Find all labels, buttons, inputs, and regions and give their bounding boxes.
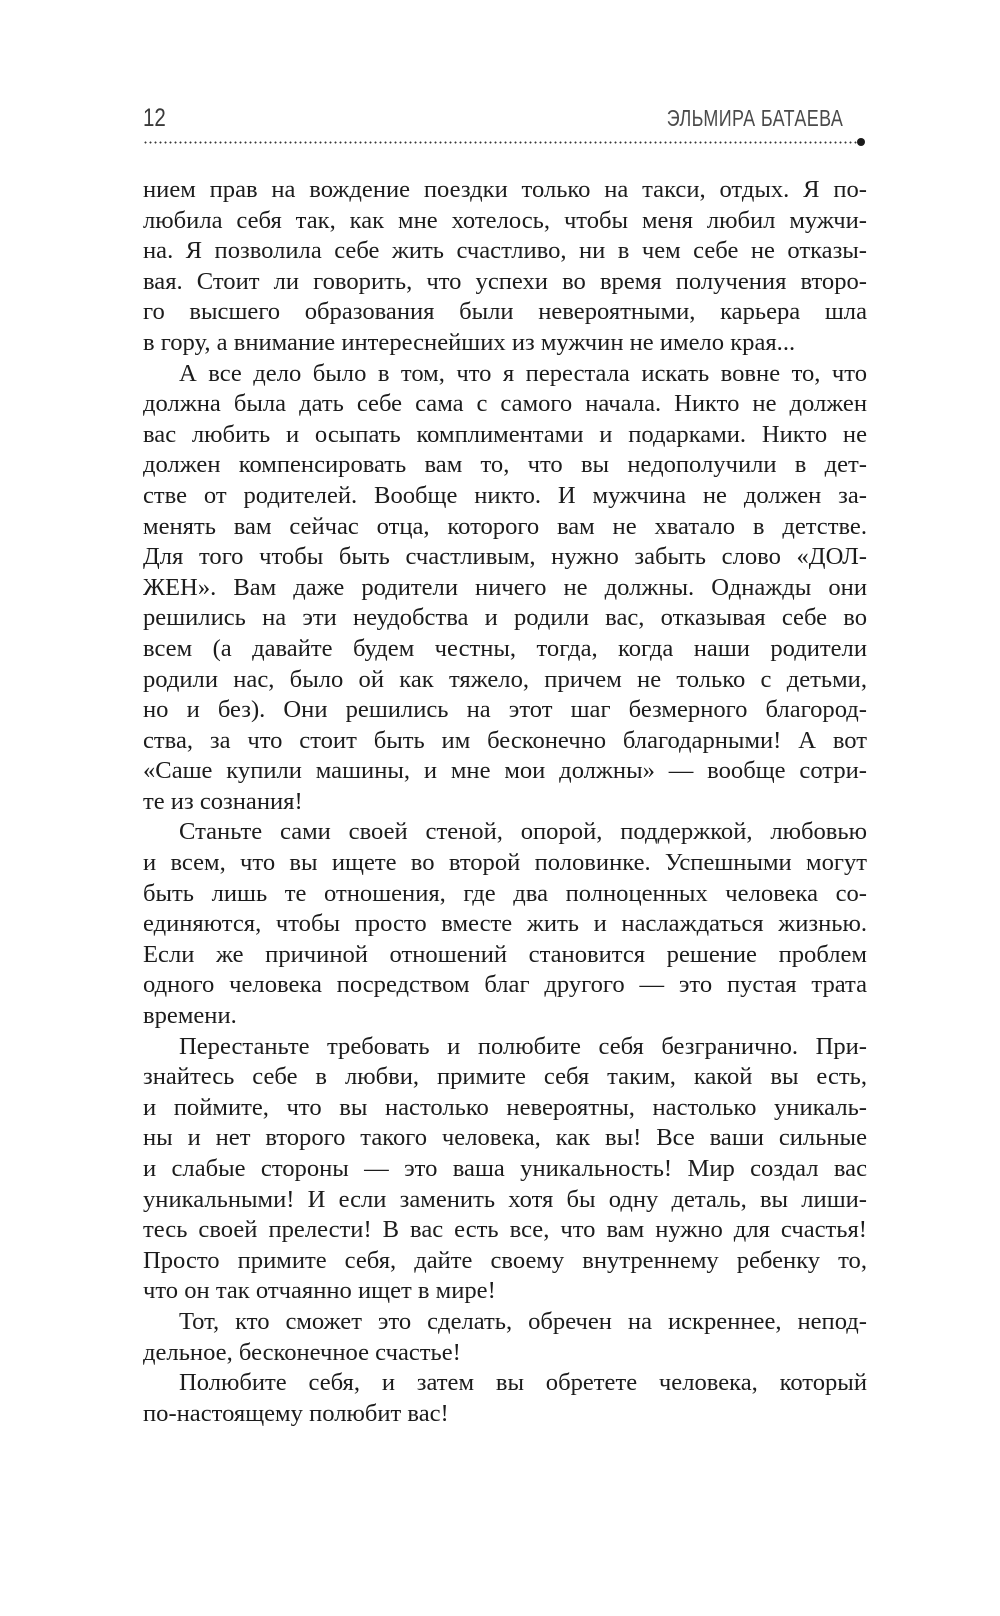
text-line: А все дело было в том, что я перестала искать вовне то, что bbox=[179, 359, 867, 387]
bullet-dot-icon bbox=[857, 138, 865, 146]
body-text bbox=[143, 175, 867, 1429]
text-line: должна была дать себе сама с самого начала. Никто не должен bbox=[143, 390, 867, 418]
text-line: должен компенсировать вам то, что вы недополучили в дет- bbox=[143, 451, 867, 479]
paragraph bbox=[143, 1032, 867, 1307]
text-line: но и без). Они решились на этот шаг безмерного благород- bbox=[143, 696, 867, 724]
text-line: и поймите, что вы настолько невероятны, настолько уникаль- bbox=[143, 1093, 867, 1121]
header-dotted-rule bbox=[143, 141, 857, 144]
paragraph bbox=[143, 175, 867, 359]
text-line: менять вам сейчас отца, которого вам не хватало в детстве. bbox=[143, 512, 867, 540]
text-line: ЖЕН». Вам даже родители ничего не должны. Однажды они bbox=[143, 573, 867, 601]
text-line: Тот, кто сможет это сделать, обречен на искреннее, непод- bbox=[179, 1307, 867, 1335]
text-line: вас любить и осыпать комплиментами и подарками. Никто не bbox=[143, 420, 867, 448]
text-line: го высшего образования были невероятными, карьера шла bbox=[143, 298, 867, 326]
text-line: Перестаньте требовать и полюбите себя безгранично. При- bbox=[179, 1032, 867, 1060]
paragraph bbox=[143, 1307, 867, 1368]
text-line: всем (а давайте будем честны, тогда, когда наши родители bbox=[143, 634, 867, 662]
text-line: времени. bbox=[143, 1002, 237, 1030]
paragraph bbox=[143, 817, 867, 1031]
text-line: ны и нет второго такого человека, как вы! Все ваши сильные bbox=[143, 1124, 867, 1152]
text-line: быть лишь те отношения, где два полноценных человека со- bbox=[143, 879, 867, 907]
text-line: Просто примите себя, дайте своему внутреннему ребенку то, bbox=[143, 1246, 867, 1274]
text-line: одного человека посредством благ другого — это пустая трата bbox=[143, 971, 867, 999]
text-line: Станьте сами своей стеной, опорой, поддержкой, любовью bbox=[179, 818, 867, 846]
text-line: по-настоящему полюбит вас! bbox=[143, 1399, 449, 1427]
text-line: Для того чтобы быть счастливым, нужно забыть слово «ДОЛ- bbox=[143, 543, 867, 571]
page-header bbox=[143, 104, 867, 140]
text-line: родили нас, было ой как тяжело, причем не только с детьми, bbox=[143, 665, 867, 693]
text-line: единяются, чтобы просто вместе жить и наслаждаться жизнью. bbox=[143, 910, 867, 938]
text-line: Полюбите себя, и затем вы обретете человека, который bbox=[179, 1369, 867, 1397]
text-line: уникальными! И если заменить хотя бы одну деталь, вы лиши- bbox=[143, 1185, 867, 1213]
text-line: вая. Стоит ли говорить, что успехи во время получения второ- bbox=[143, 267, 867, 295]
text-line: нием прав на вождение поездки только на такси, отдых. Я по- bbox=[143, 176, 867, 203]
text-line: Если же причиной отношений становится решение проблем bbox=[143, 940, 867, 968]
text-line: тесь своей прелести! В вас есть все, что вам нужно для счастья! bbox=[143, 1216, 867, 1244]
text-line: и слабые стороны — это ваша уникальность! Мир создал вас bbox=[143, 1155, 867, 1182]
text-line: что он так отчаянно ищет в мире! bbox=[143, 1277, 496, 1305]
text-line: ства, за что стоит быть им бесконечно благодарными! А вот bbox=[143, 726, 867, 754]
text-line: дельное, бесконечное счастье! bbox=[143, 1338, 461, 1366]
text-line: стве от родителей. Вообще никто. И мужчина не должен за- bbox=[143, 481, 867, 509]
text-line: в гору, а внимание интереснейших из мужчин не имело края... bbox=[143, 328, 796, 356]
page-number: 12 bbox=[143, 104, 166, 132]
text-line: знайтесь себе в любви, примите себя таким, какой вы есть, bbox=[143, 1063, 867, 1091]
paragraph bbox=[143, 1368, 867, 1429]
paragraph bbox=[143, 359, 867, 818]
text-line: те из сознания! bbox=[143, 787, 303, 815]
text-line: и всем, что вы ищете во второй половинке. Успешными могут bbox=[143, 849, 867, 877]
text-line: решились на эти неудобства и родили вас, отказывая себе во bbox=[143, 604, 867, 632]
text-line: «Саше купили машины, и мне мои должны» — вообще сотри- bbox=[143, 757, 867, 785]
running-head-author: ЭЛЬМИРА БАТАЕВА bbox=[666, 105, 843, 131]
text-line: любила себя так, как мне хотелось, чтобы меня любил мужчи- bbox=[143, 206, 867, 234]
text-line: на. Я позволила себе жить счастливо, ни в чем себе не отказы- bbox=[143, 237, 867, 265]
